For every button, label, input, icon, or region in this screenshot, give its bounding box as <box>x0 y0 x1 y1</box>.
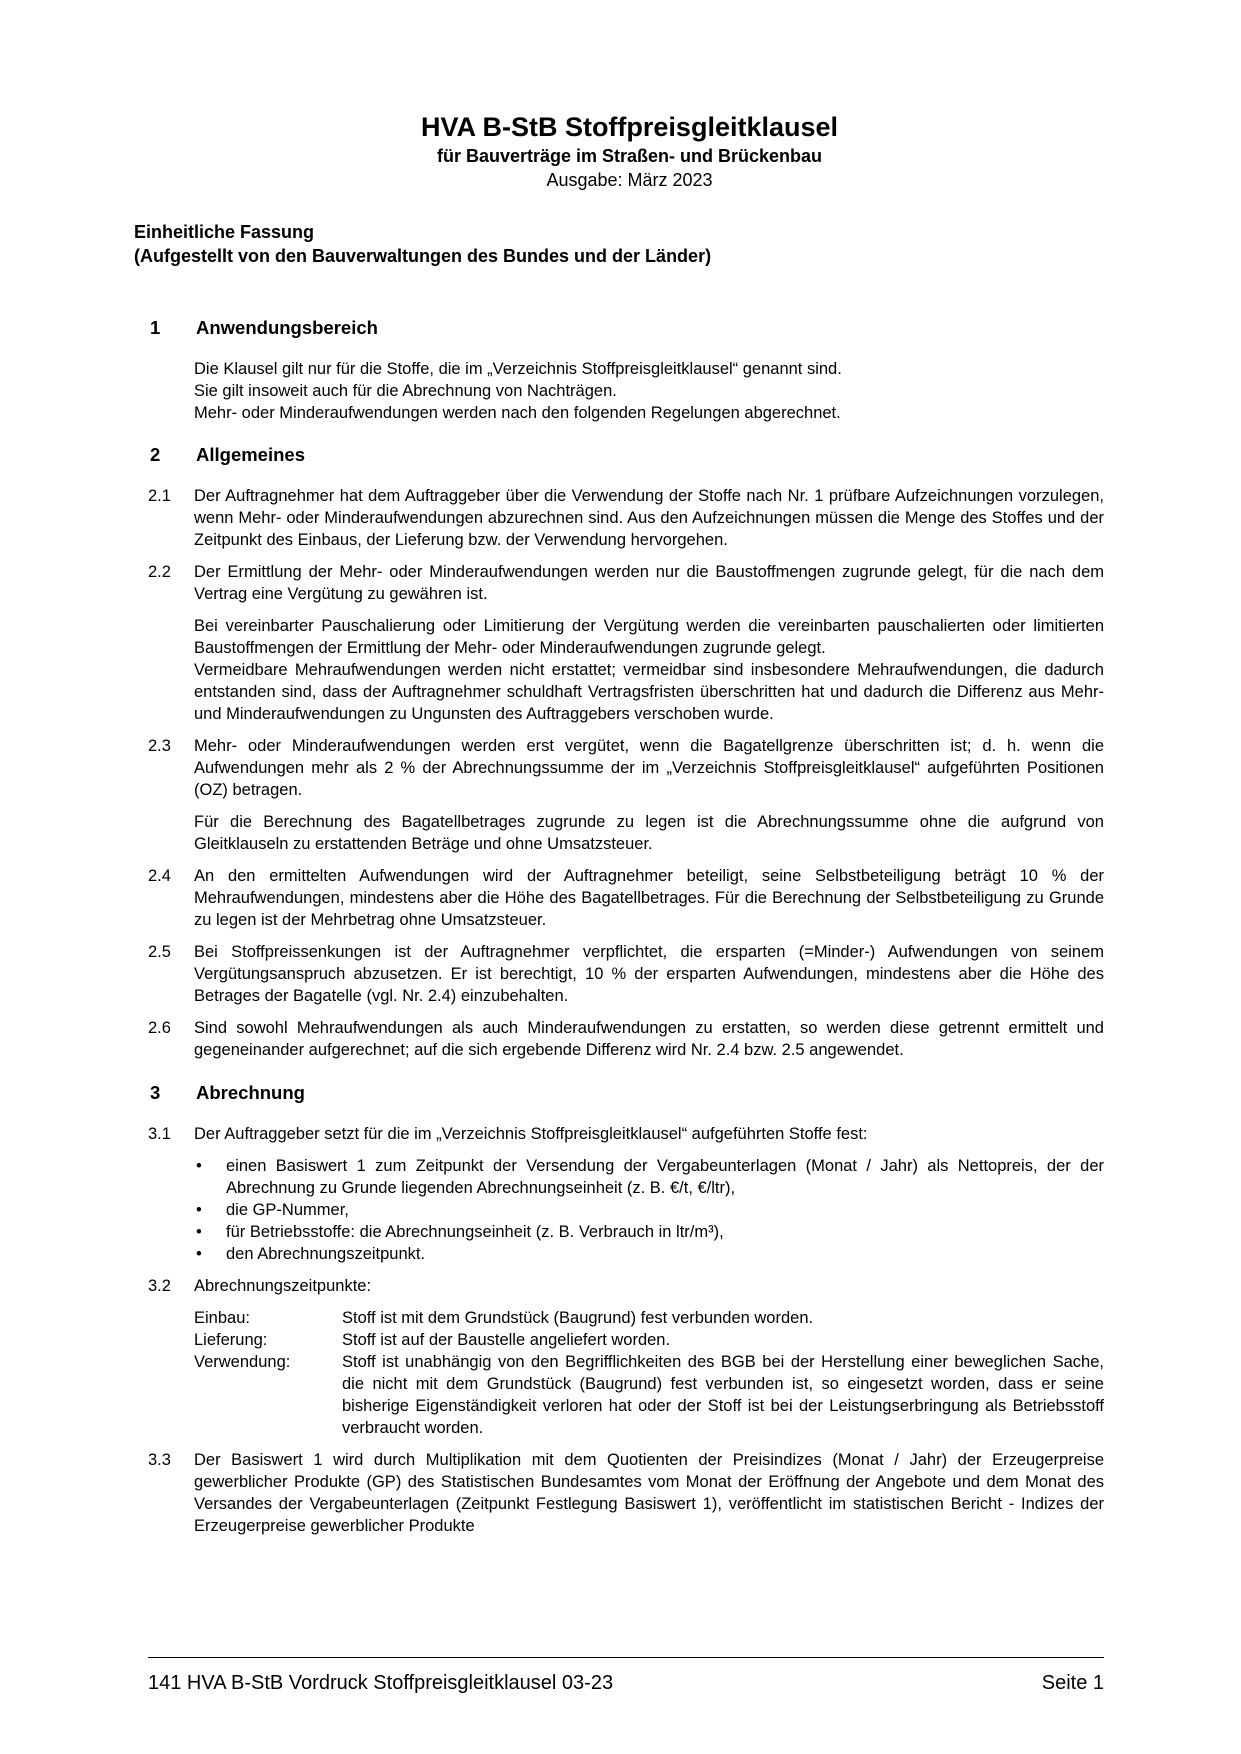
document-body <box>148 316 1104 1537</box>
section-title: Abrechnung <box>196 1082 305 1103</box>
item-text: Der Auftragnehmer hat dem Auftraggeber über die Verwendung der Stoffe nach Nr. 1 prüfbare Aufzeichnungen vorzulegen, wenn Mehr- oder Minderaufwendungen abzurechnen sind. Aus den Aufzeichnungen müssen die Menge des Stoffes und der Zeitpunkt des Einbaus, der Lieferung bzw. der Verwendung hervorgehen. <box>194 487 1104 549</box>
item-text: Sind sowohl Mehraufwendungen als auch Minderaufwendungen zu erstatten, so werden diese getrennt ermittelt und gegeneinander aufgerechnet; auf die sich ergebende Differenz wird Nr. 2.4 bzw. 2.5 angewendet. <box>194 1019 1104 1059</box>
section-heading <box>148 443 1104 467</box>
definition-list-container <box>148 1307 1104 1439</box>
item-paragraph: Bei vereinbarter Pauschalierung oder Limitierung der Vergütung werden die vereinbarten pauschalierten oder limitierten Baustoffmengen der Ermittlung der Mehr- oder Minderaufwendungen zugrunde gelegt. <box>194 617 1104 657</box>
definition-term: Lieferung: <box>194 1331 268 1349</box>
document-edition: Ausgabe: März 2023 <box>546 170 713 190</box>
item-text: Bei Stoffpreissenkungen ist der Auftragnehmer verpflichtet, die ersparten (=Minder-) Aufwendungen von seinem Vergütungsanspruch abzusetzen. Er ist berechtigt, 10 % der ersparten Aufwendungen, mindestens aber die Höhe des Betrages der Bagatelle (vgl. Nr. 2.4) einzubehalten. <box>194 943 1104 1005</box>
section-title: Anwendungsbereich <box>196 317 378 338</box>
document-title: HVA B-StB Stoffpreisgleitklausel <box>420 112 839 142</box>
page-number: Seite 1 <box>1041 1672 1104 1694</box>
text-line: Sie gilt insoweit auch für die Abrechnung von Nachträgen. <box>194 382 617 400</box>
list-item-text: die GP-Nummer, <box>226 1201 349 1219</box>
item-text: Der Auftraggeber setzt für die im „Verzeichnis Stoffpreisgleitklausel“ aufgeführten Stoffe fest: <box>194 1125 868 1143</box>
footer-divider <box>148 1657 1104 1658</box>
item-number: 3.2 <box>148 1277 171 1295</box>
bullet-icon: • <box>196 1223 202 1241</box>
numbered-item <box>148 485 1104 551</box>
item-number: 2.4 <box>148 867 171 885</box>
item-number: 2.5 <box>148 943 171 961</box>
fassung-line: (Aufgestellt von den Bauverwaltungen des Bundes und der Länder) <box>134 246 712 266</box>
item-number: 2.1 <box>148 487 171 505</box>
list-item <box>194 1155 1104 1199</box>
section-number: 1 <box>150 317 161 338</box>
numbered-item <box>148 735 1104 801</box>
item-text: Mehr- oder Minderaufwendungen werden erst vergütet, wenn die Bagatellgrenze überschritten ist; d. h. wenn die Aufwendungen mehr als 2 % der Abrechnungssumme der im „Verzeichnis Stoffpreisgleitklausel“ aufgeführten Positionen (OZ) betragen. <box>194 737 1104 799</box>
numbered-item <box>148 1123 1104 1145</box>
item-number: 3.3 <box>148 1451 171 1469</box>
item-number: 2.3 <box>148 737 171 755</box>
fassung-block <box>134 220 711 268</box>
section-title: Allgemeines <box>196 444 305 465</box>
bullet-list <box>194 1155 1104 1265</box>
numbered-item <box>148 941 1104 1007</box>
document-subtitle: für Bauverträge im Straßen- und Brückenbau <box>436 146 823 166</box>
definition-desc: Stoff ist unabhängig von den Begrifflichkeiten des BGB bei der Herstellung einer beweglichen Sache, die nicht mit dem Grundstück (Baugrund) fest verbunden ist, so eingesetzt worden, dass er seine bisherige Eigenständigkeit verloren hat oder der Stoff ist bei der Leistungserbringung als Betriebsstoff verbraucht worden. <box>342 1353 1104 1437</box>
definition-desc: Stoff ist auf der Baustelle angeliefert worden. <box>342 1331 671 1349</box>
footer-document-id: 141 HVA B-StB Vordruck Stoffpreisgleitklausel 03-23 <box>148 1672 614 1694</box>
definition-desc: Stoff ist mit dem Grundstück (Baugrund) fest verbunden worden. <box>342 1309 814 1327</box>
item-paragraph: Für die Berechnung des Bagatellbetrages zugrunde zu legen ist die Abrechnungssumme ohne die aufgrund von Gleitklauseln zu erstattenden Beträge und ohne Umsatzsteuer. <box>194 813 1104 853</box>
list-item <box>194 1221 1104 1243</box>
numbered-item <box>148 561 1104 605</box>
text-line: Die Klausel gilt nur für die Stoffe, die im „Verzeichnis Stoffpreisgleitklausel“ genannt sind. <box>194 360 842 378</box>
numbered-item <box>148 1275 1104 1297</box>
item-number: 2.6 <box>148 1019 171 1037</box>
numbered-item <box>148 865 1104 931</box>
item-number: 2.2 <box>148 563 171 581</box>
section-heading <box>148 1081 1104 1105</box>
definition-list <box>194 1307 1104 1439</box>
definition-term: Verwendung: <box>194 1353 291 1371</box>
item-text: Der Basiswert 1 wird durch Multiplikation mit dem Quotienten der Preisindizes (Monat / Jahr) der Erzeugerpreise gewerblicher Produkte (GP) des Statistischen Bundesamtes vom Monat der Eröffnung der Angebote und dem Monat des Versandes der Vergabeunterlagen (Zeitpunkt Festlegung Basiswert 1), veröffentlicht im statistischen Bericht - Indizes der Erzeugerpreise gewerblicher Produkte <box>194 1451 1104 1535</box>
list-item-text: für Betriebsstoffe: die Abrechnungseinheit (z. B. Verbrauch in ltr/m³), <box>226 1223 724 1241</box>
list-item-text: einen Basiswert 1 zum Zeitpunkt der Versendung der Vergabeunterlagen (Monat / Jahr) als Nettopreis, der der Abrechnung zu Grunde liegenden Abrechnungseinheit (z. B. €/t, €/ltr), <box>226 1157 1104 1197</box>
section-heading <box>148 316 1104 340</box>
section-number: 3 <box>150 1082 161 1103</box>
list-item <box>194 1243 1104 1265</box>
item-number: 3.1 <box>148 1125 171 1143</box>
item-text: An den ermittelten Aufwendungen wird der Auftragnehmer beteiligt, seine Selbstbeteiligung beträgt 10 % der Mehraufwendungen, mindestens aber die Höhe des Bagatellbetrages. Für die Berechnung der Selbstbeteiligung zu Grunde zu legen ist der Mehrbetrag ohne Umsatzsteuer. <box>194 867 1104 929</box>
item-text: Der Ermittlung der Mehr- oder Minderaufwendungen werden nur die Baustoffmengen zugrunde gelegt, für die nach dem Vertrag eine Vergütung zu gewähren ist. <box>194 563 1104 603</box>
page-footer <box>148 1670 1104 1696</box>
numbered-item <box>148 1017 1104 1061</box>
definition-term: Einbau: <box>194 1309 250 1327</box>
numbered-item <box>148 1449 1104 1537</box>
fassung-line: Einheitliche Fassung <box>134 222 315 242</box>
bullet-icon: • <box>196 1157 202 1175</box>
item-text: Abrechnungszeitpunkte: <box>194 1277 372 1295</box>
section-paragraph <box>148 358 1104 424</box>
section-number: 2 <box>150 444 161 465</box>
list-item <box>194 1199 1104 1221</box>
item-paragraph: Vermeidbare Mehraufwendungen werden nicht erstattet; vermeidbar sind insbesondere Mehraufwendungen, die dadurch entstanden sind, dass der Auftragnehmer schuldhaft Vertragsfristen überschritten hat und dadurch die Differenz aus Mehr- und Minderaufwendungen zu Ungunsten des Auftraggebers verschoben wurde. <box>194 661 1104 723</box>
bullet-list-container <box>148 1155 1104 1265</box>
document-header <box>0 110 1241 192</box>
list-item-text: den Abrechnungszeitpunkt. <box>226 1245 426 1263</box>
text-line: Mehr- oder Minderaufwendungen werden nach den folgenden Regelungen abgerechnet. <box>194 404 841 422</box>
bullet-icon: • <box>196 1245 202 1263</box>
bullet-icon: • <box>196 1201 202 1219</box>
